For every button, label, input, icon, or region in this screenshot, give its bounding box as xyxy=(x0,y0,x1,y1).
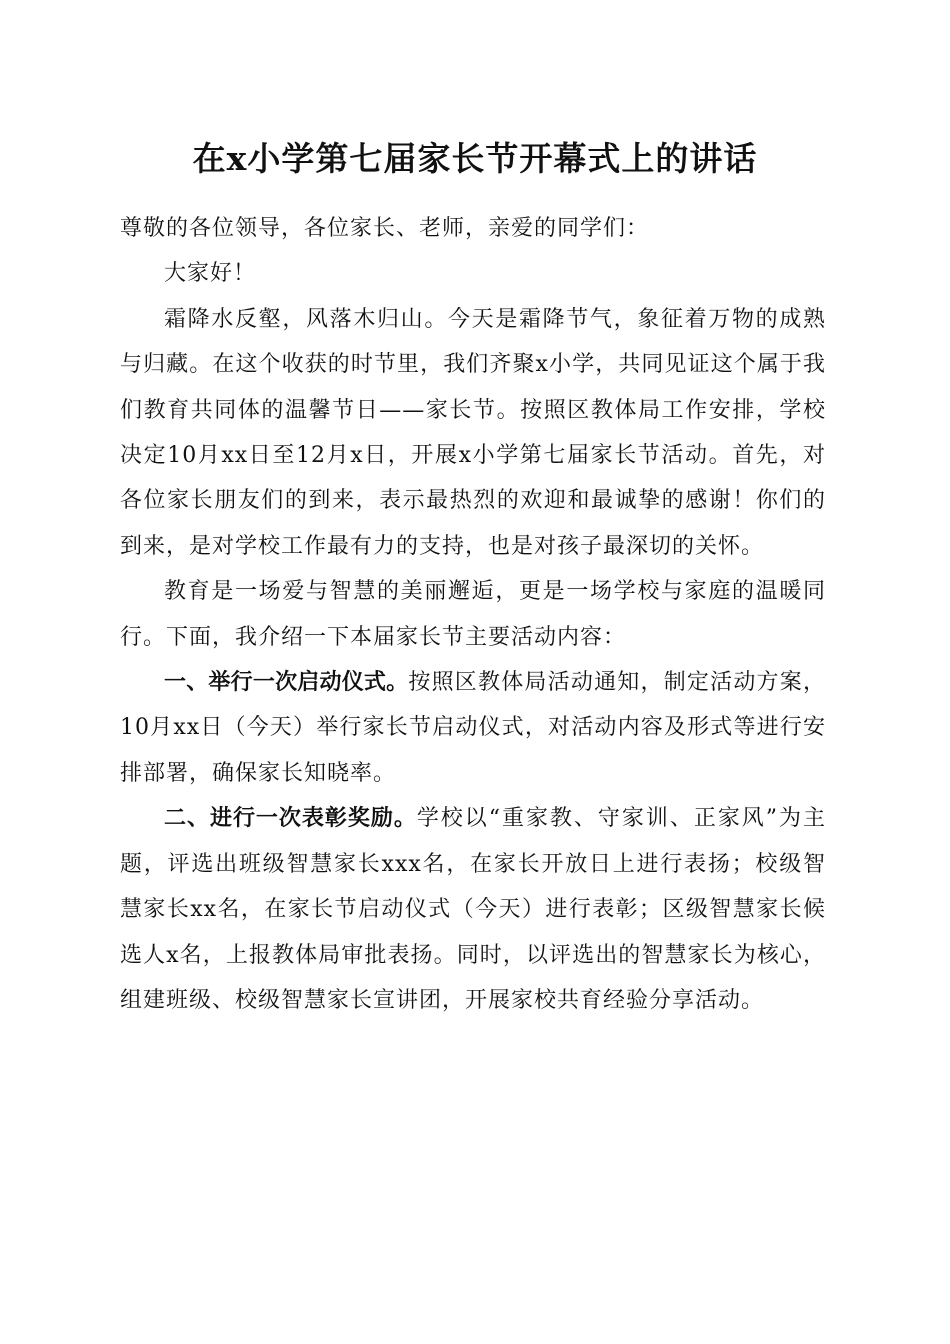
paragraph-intro: 霜降水反壑，风落木归山。今天是霜降节气，象征着万物的成熟与归藏。在这个收获的时节里，我们齐聚x小学，共同见证这个属于我们教育共同体的温馨节日——家长节。按照区教体局工作安排，学校决定10月xx日至12月x日，开展x小学第七届家长节活动。首先，对各位家长朋友们的到来，表示最热烈的欢迎和最诚挚的感谢！你们的到来，是对学校工作最有力的支持，也是对孩子最深切的关怀。 xyxy=(120,306,826,559)
activity-item-1-text: 按照区教体局活动通知，制定活动方案，10月xx日（今天）举行家长节启动仪式，对活动内容及形式等进行安排部署，确保家长知晓率。 xyxy=(120,670,826,786)
document-body xyxy=(120,206,826,1023)
activity-item-1-heading: 一、举行一次启动仪式。 xyxy=(164,670,409,696)
activity-item-2-heading: 二、进行一次表彰奖励。 xyxy=(164,806,417,832)
salutation: 尊敬的各位领导，各位家长、老师，亲爱的同学们： xyxy=(120,216,650,241)
activity-item-2-text: 学校以“重家教、守家训、正家风”为主题，评选出班级智慧家长xxx名，在家长开放日上进行表扬；校级智慧家长xx名，在家长节启动仪式（今天）进行表彰；区级智慧家长候选人x名，上报教体局审批表扬。同时，以评选出的智慧家长为核心，组建班级、校级智慧家长宣讲团，开展家校共育经验分享活动。 xyxy=(120,806,826,1013)
activity-item-1 xyxy=(120,660,826,796)
paragraph-activities-intro: 教育是一场爱与智慧的美丽邂逅，更是一场学校与家庭的温暖同行。下面，我介绍一下本届家长节主要活动内容： xyxy=(120,579,826,650)
activity-item-2 xyxy=(120,796,826,1023)
greeting: 大家好！ xyxy=(164,261,257,287)
document-title: 在x小学第七届家长节开幕式上的讲话 xyxy=(192,139,758,178)
